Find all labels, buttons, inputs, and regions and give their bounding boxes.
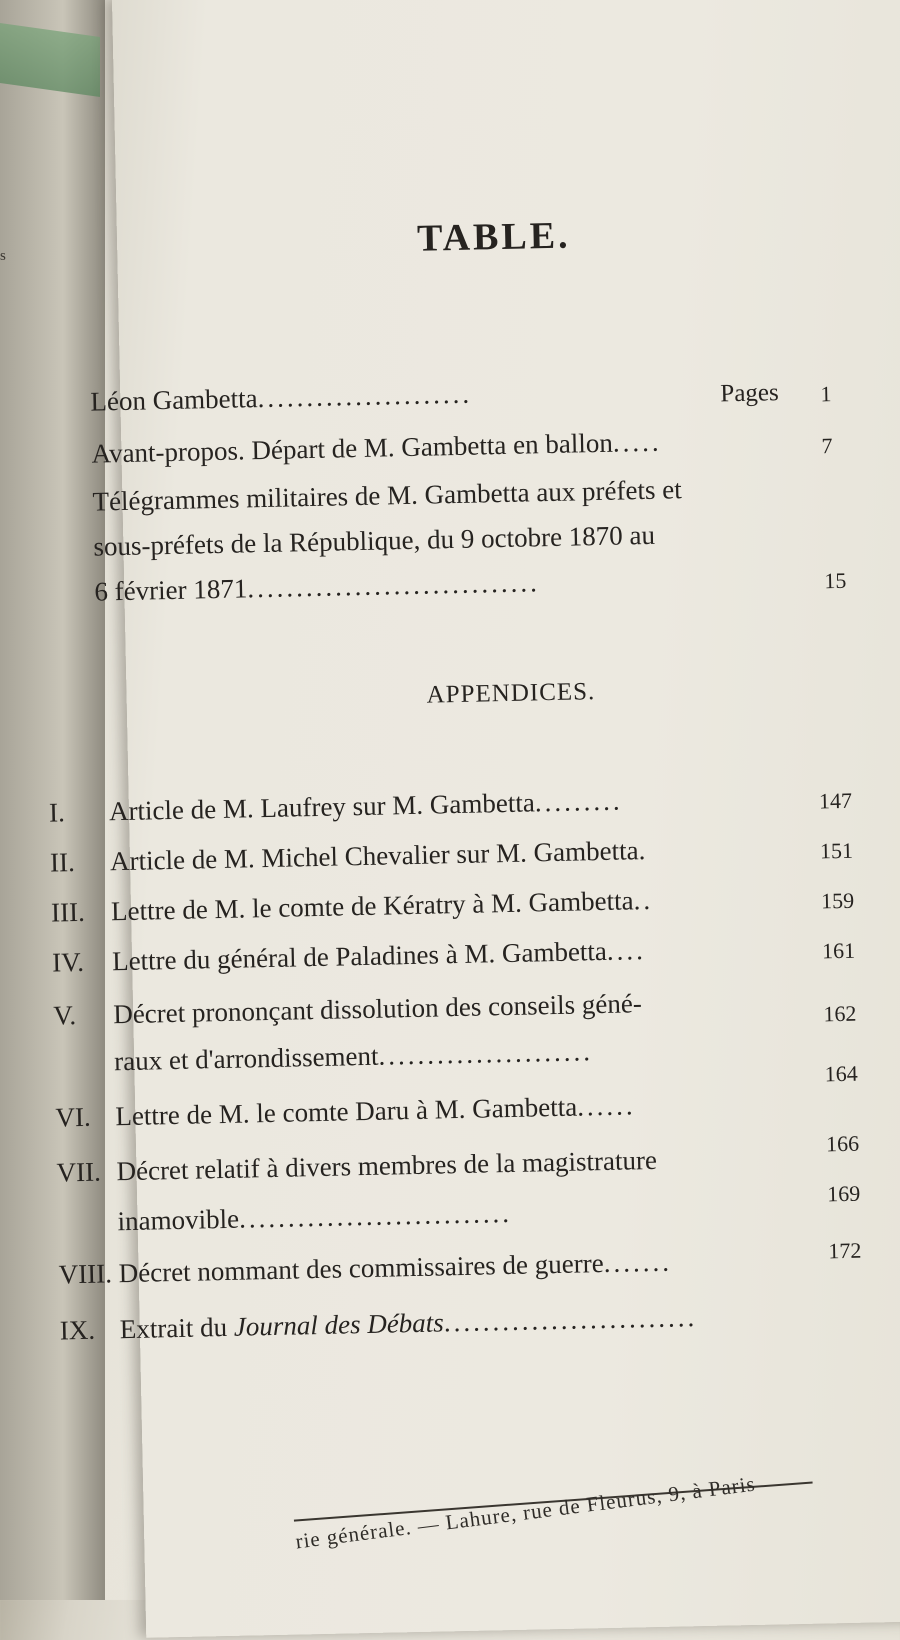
appendix-entry (58, 1246, 673, 1290)
toc-entry-text: Télégrammes militaires de M. Gambetta aux préfets et (92, 474, 682, 517)
toc-entry (90, 378, 473, 417)
appendix-entry (50, 837, 649, 877)
appendix-entry (114, 1038, 593, 1075)
appendix-page-number: 151 (819, 837, 854, 864)
appendix-text: Lettre de M. le comte Daru à M. Gambetta (115, 1091, 578, 1132)
appendix-text: Extrait du (119, 1311, 228, 1345)
leader-dots: . (638, 835, 649, 866)
toc-entry (92, 476, 682, 515)
leader-dots: ............................ (238, 1197, 513, 1234)
appendix-page-number: 161 (821, 937, 856, 964)
leader-dots: .............................. (247, 567, 541, 604)
leader-dots: ...................... (257, 378, 473, 414)
appendix-number: II. (49, 847, 76, 878)
appendix-number: I. (48, 797, 66, 828)
appendix-entry (50, 884, 654, 928)
appendix-text: Décret prononçant dissolution des conseils géné- (112, 988, 643, 1030)
book-sheet (20, 0, 900, 1600)
appendix-number: IX. (59, 1314, 96, 1346)
appendix-text: Lettre du général de Paladines à M. Gambetta (111, 935, 608, 977)
toc-entry-text: sous-préfets de la République, du 9 octobre 1870 au (93, 519, 656, 562)
appendix-entry (48, 785, 623, 828)
appendix-page-number: 169 (826, 1180, 861, 1207)
pages-label: Pages (720, 379, 780, 408)
appendix-page-number: 172 (828, 1237, 862, 1264)
leader-dots: .. (633, 884, 654, 916)
appendix-entry (53, 990, 642, 1029)
book-page (48, 0, 900, 1638)
appendix-entry (56, 1144, 658, 1188)
appendix-page-number: 147 (818, 787, 853, 814)
toc-entry-text: Avant-propos. Départ de M. Gambetta en ballon (91, 427, 614, 469)
leader-dots: .... (606, 935, 647, 966)
appendices-heading: APPENDICES. (426, 678, 596, 709)
toc-entry-text: Léon Gambetta (90, 383, 258, 417)
leader-dots: ...................... (378, 1036, 594, 1071)
toc-page-number: 1 (820, 381, 832, 407)
toc-entry (91, 426, 662, 469)
toc-page-number: 15 (824, 567, 847, 594)
margin-mark: s (0, 248, 6, 264)
leader-dots: .......................... (443, 1302, 698, 1338)
journal-title: Journal des Débats (233, 1307, 445, 1342)
toc-page-number: 7 (821, 433, 833, 459)
appendix-number: VIII. (58, 1258, 113, 1290)
appendix-entry (52, 937, 646, 976)
appendix-page-number: 162 (823, 1000, 857, 1027)
page-title: TABLE. (416, 214, 572, 260)
appendix-text: raux et d'arrondissement (113, 1040, 379, 1077)
appendix-number: VI. (55, 1101, 91, 1133)
appendix-number: V. (52, 1000, 77, 1031)
appendix-number: III. (50, 896, 86, 928)
appendix-text: Article de M. Laufrey sur M. Gambetta (108, 787, 536, 827)
toc-entry (93, 519, 656, 562)
appendix-entry (55, 1092, 636, 1131)
appendix-number: IV. (51, 946, 85, 978)
toc-entry-text: 6 février 1871 (94, 573, 248, 607)
appendix-entry (60, 1304, 698, 1344)
appendix-text: Décret relatif à divers membres de la magistrature (116, 1144, 658, 1187)
appendix-text: Décret nommant des commissaires de guerre (118, 1248, 604, 1289)
toc-entry (94, 569, 540, 605)
leader-dots: ...... (576, 1090, 636, 1122)
appendix-text: Article de M. Michel Chevalier sur M. Gambetta (109, 835, 639, 877)
appendix-entry (117, 1197, 513, 1237)
leader-dots: ..... (612, 426, 662, 458)
appendix-number: VII. (56, 1156, 102, 1188)
appendix-page-number: 159 (820, 887, 855, 914)
appendix-page-number: 164 (824, 1060, 858, 1087)
appendix-text: inamovible (117, 1203, 240, 1237)
leader-dots: ....... (603, 1246, 673, 1279)
appendix-text: Lettre de M. le comte de Kératry à M. Gambetta (110, 885, 634, 927)
leader-dots: ......... (534, 785, 623, 818)
appendix-page-number: 166 (825, 1130, 860, 1157)
printer-imprint: rie générale. — Lahure, rue de Fleurus, 9, à Paris (294, 1471, 757, 1554)
